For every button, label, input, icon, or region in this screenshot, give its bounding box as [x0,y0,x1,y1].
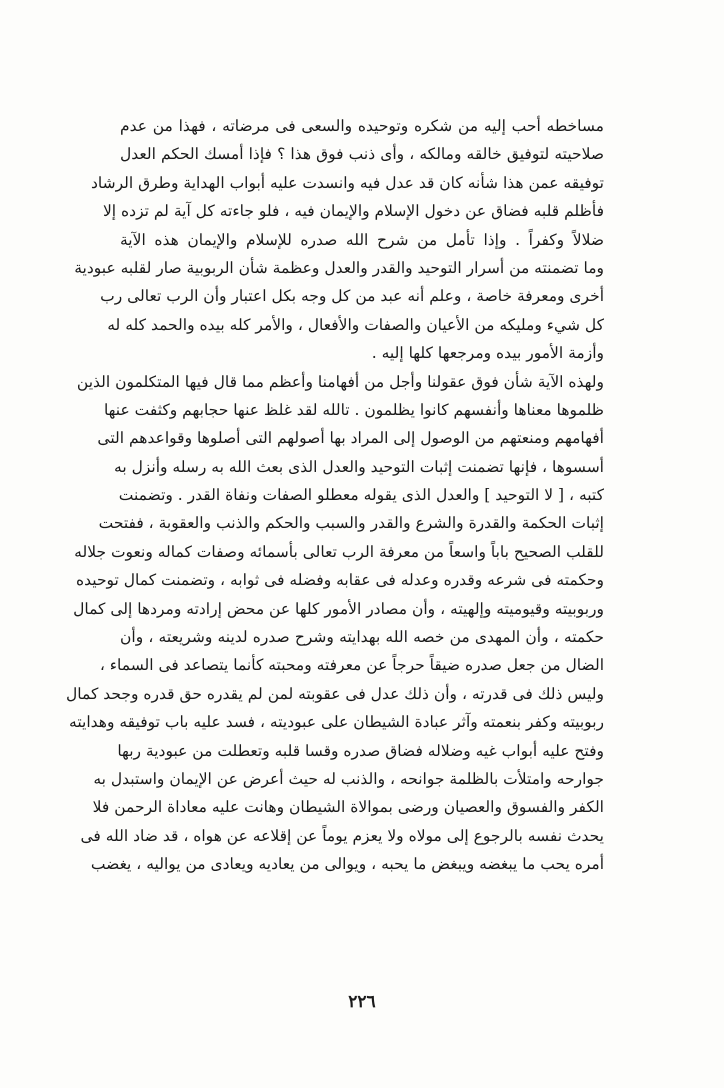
text-line: وفتح عليه أبواب غيه وضلاله فضاق صدره وقسا قلبه وتعطلت من عبودية ربها [117,741,604,760]
text-line: وربوبيته وقيوميته وإلهيته ، وأن مصادر الأمور كلها عن محض إرادته ومردها إلى كمال [73,599,604,618]
text-line: حكمته ، وأن المهدى من خصه الله بهدايته وشرح صدره لدينه وشريعته ، وأن [120,628,604,647]
text-line: أسسوها ، فإنها تضمنت إثبات التوحيد والعدل الذى بعث الله به رسله وأنزل به [114,457,604,476]
text-line: وما تضمنته من أسرار التوحيد والقدر والعدل وعظمة شأن الربوبية صار لقلبه عبودية [74,258,604,277]
text-line: أخرى ومعرفة خاصة ، وعلم أنه عبد من كل وجه بكل اعتبار وأن الرب تعالى رب [100,287,604,306]
text-line: كتبه ، [ لا التوحيد ] والعدل الذى يقوله معطلو الصفات ونفاة القدر . وتضمنت [118,486,604,505]
text-line: وحكمته فى شرعه وقدره وعدله فى عقابه وفضله فى ثوابه ، وتضمنت كمال توحيده [76,571,604,590]
text-line: يحدث نفسه بالرجوع إلى مولاه ولا يعزم يوماً عن إقلاعه عن هواه ، قد ضاد الله فى [80,826,604,845]
text-line: ضلالاً وكفراً . وإذا تأمل من شرح الله صدره للإسلام والإيمان هذه الآية [120,230,604,249]
text-line: فأظلم قلبه فضاق عن دخول الإسلام والإيمان فيه ، فلو جاءته كل آية لم تزده إلا [102,202,604,221]
body-text [66,112,604,879]
text-line: للقلب الصحيح باباً واسعاً من معرفة الرب تعالى بأسمائه وصفات كماله ونعوت جلاله [74,542,604,561]
paragraph-end-line: وأزمة الأمور بيده ومرجعها كلها إليه . [371,344,604,363]
text-line: أفهامهم ومنعتهم من الوصول إلى المراد بها أصولهم التى أصلوها وقواعدهم التى [97,429,604,448]
text-line: الضال من جعل صدره ضيقاً حرجاً عن معرفته ومحبته كأنما يتصاعد فى السماء ، [99,656,604,675]
text-line: صلاحيته لتوفيق خالقه ومالكه ، وأى ذنب فوق هذا ؟ فإذا أمسك الحكم العدل [120,145,604,164]
page-number: ٢٢٦ [348,992,376,1012]
text-line: مساخطه أحب إليه من شكره وتوحيده والسعى فى مرضاته ، فهذا من عدم [120,117,604,135]
text-line: توفيقه عمن هذا شأنه كان قد عدل فيه وانسدت عليه أبواب الهداية وطرق الرشاد [90,173,604,192]
text-line: أمره يحب ما يبغضه ويبغض ما يحبه ، ويوالى من يعاديه ويعادى من يواليه ، يغضب [90,855,604,874]
text-line: ولهذه الآية شأن فوق عقولنا وأجل من أفهامنا وأعظم مما قال فيها المتكلمون الذين [76,372,604,391]
text-line: إثبات الحكمة والقدرة والشرع والقدر والسبب والحكم والذنب والعقوبة ، ففتحت [98,514,604,533]
text-line: ظلموها معناها وأنفسهم كانوا يظلمون . تالله لقد غلظ عنها حجابهم وكثفت عنها [103,400,604,419]
text-line: الكفر والفسوق والعصيان ورضى بموالاة الشيطان وهانت عليه معاداة الرحمن فلا [92,798,604,817]
text-line: كل شيء ومليكه من الأعيان والصفات والأفعال ، والأمر كله بيده والحمد كله له [107,315,604,334]
text-line: ربوبيته وكفر بنعمته وآثر عبادة الشيطان على عبوديته ، فسد عليه باب توفيقه وهدايته [69,713,604,732]
text-line: جوارحه وامتلأت بالظلمة جوانحه ، والذنب له حيث أعرض عن الإيمان واستبدل به [93,769,604,788]
text-line: وليس ذلك فى قدرته ، وأن ذلك عدل فى عقوبته لمن لم يقدره حق قدره وجحد كمال [66,684,604,703]
